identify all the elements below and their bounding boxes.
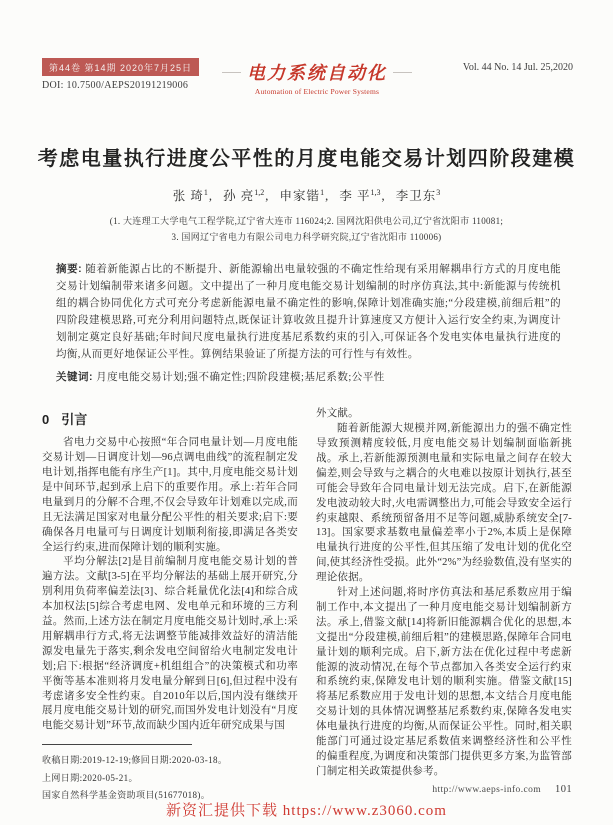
footnote-rule — [42, 744, 192, 745]
page-number: 101 — [555, 784, 572, 795]
author-separator: , — [325, 189, 330, 203]
author-name: 孙 亮 — [223, 189, 255, 203]
section-title: 引言 — [61, 412, 88, 428]
author — [396, 189, 441, 203]
intro-paragraph-4: 针对上述问题,将时序仿真法和基尼系数应用于编制工作中,本文提出了一种月度电能交易计划编制新方法。承上,借鉴文献[14]将新旧能源耦合优化的思想,本文提出“分段建模,前细后粗”的建模思路,保障年合同电量计划的顺利完成。启下,新方法在优化过程中考虑新能源的波动情况,在每个节点都加入各类安全运行约束和系统约束,保障发电计划的顺利实施。借鉴文献[15]将基尼系数应用于发电计划的思想,本文结合月度电能交易计划的具体情况调整基尼系数约束,保障各发电实体电量执行进度的均衡,从而保证公平性。同时,相关职能部门可通过设定基尼系数值来调整经济性和公平性的偏重程度,为调度和决策部门提供更多方案,为监管部门制定相关政策提供参考。 — [316, 587, 572, 777]
download-watermark: 新资汇提供下载 https://www.z3060.com — [166, 803, 447, 819]
logo-rule-left — [222, 72, 241, 73]
author-name: 李卫东 — [395, 189, 437, 203]
abstract-text: 随着新能源占比的不断提升、新能源输出电量较强的不确定性给现有采用解耦串行方式的月度电能交易计划编制带来诸多问题。文中提出了一种月度电能交易计划编制的时序仿真法,其中:新能源与传统机组的耦合协同优化方式可充分考虑新能源电量不确定性的影响,保障计划准确实施;“分段建模,前细后粗”的四阶段建模思路,可充分利用问题特点,既保证计算收敛且提升计算速度又方便计入运行安全约束,为调度计划制定奠定良好基础;年时间尺度电量执行进度基尼系数约束的引入,可保证各个发电实体电量执行进度的均衡,从而更好地保证公平性。算例结果验证了所提方法的可行性与有效性。 — [56, 264, 562, 361]
footnote-received-date: 收稿日期:2019-12-19;修回日期:2020-03-18。 — [42, 755, 228, 766]
author-name: 申家锴 — [279, 189, 321, 203]
journal-name-en: Automation of Electric Power Systems — [254, 87, 380, 96]
intro-paragraph-2: 平均分解法[2]是目前编制月度电能交易计划的普遍方法。文献[3-5]在平均分解法的基础上展开研究,分别利用负荷率偏差法[3]、综合耗量优化法[4]和综合成本加权法[5]综合考虑电网、发电单元和环境的三方利益。然而,上述方法在制定月度电能交易计划时,承上:采用解耦串行方式,将无法调整节能减排效益好的清洁能源发电量先于落实,剩余发电空间留给火电制定发电计划;启下:根据“经济调度+机组组合”的决策模式和功率平衡等基本准则将月发电量分解到日[6],但过程中没有考虑诸多安全性约束。自2010年以后,国内没有继续开展月度电能交易计划的研究,而国外发电计划没有“月度电能交易计划”环节,故而缺少国内近年研究成果与国 — [42, 556, 298, 732]
article-title: 考虑电量执行进度公平性的月度电能交易计划四阶段建模 — [37, 148, 576, 170]
author-line — [0, 186, 613, 204]
intro-paragraph-3: 随着新能源大规模并网,新能源出力的强不确定性导致预测精度较低,月度电能交易计划编制面临新挑战。承上,若新能源预测电量和实际电量之间存在较大偏差,则会导致与之耦合的火电难以按原计划执行,甚至可能会导致年合同电量计划无法完成。启下,在新能源发电波动较大时,火电需调整出力,可能会导致安全运行约束越限、系统预留备用不足等问题,威胁系统安全[7-13]。国家要求基数电量偏差率小于2%,本质上是保障电量执行进度的公平性,但其压缩了发电计划的优化空间,使其经济性受损。此外“2%”为经验数值,没有坚实的理论依据。 — [316, 423, 572, 584]
keywords-text: 月度电能交易计划;强不确定性;四阶段建模;基尼系数;公平性 — [96, 372, 385, 384]
footnote-online-date: 上网日期:2020-05-21。 — [42, 772, 138, 783]
doi-text: DOI: 10.7500/AEPS20191219006 — [42, 80, 189, 91]
logo-row — [222, 59, 412, 85]
author-separator: , — [265, 189, 270, 203]
affiliations — [0, 213, 613, 245]
page-footer — [432, 784, 572, 795]
keywords-label: 关键词: — [56, 371, 93, 384]
author-affil-sup: 1 — [203, 187, 208, 197]
logo-rule-right — [393, 72, 412, 73]
author-affil-sup: 3 — [436, 187, 441, 197]
journal-logo: 电力系统自动化 — [246, 63, 387, 83]
intro-paragraph-1: 省电力交易中心按照“年合同电量计划—月度电能交易计划—日调度计划—96点调电曲线”的流程制定发电计划,指挥电能有序生产[1]。其中,月度电能交易计划是中间环节,起到承上启下的重要作用。承上:若年合同电量到月的分解不合理,不仅会导致年计划难以完成,而且无法满足国家对电量分配公平性的相关要求;启下:要确保各月电量可与日调度计划顺利衔接,即满足各类安全运行约束,进而保障计划的顺利实施。 — [42, 437, 298, 553]
journal-header — [42, 58, 573, 96]
journal-logo-block — [222, 59, 412, 96]
header-left — [42, 58, 222, 91]
section-number: 0 — [42, 412, 50, 428]
author-separator: , — [208, 189, 214, 203]
author — [339, 189, 380, 203]
keywords — [56, 369, 561, 387]
issue-badge: 第44卷 第14期 2020年7月25日 — [42, 58, 199, 76]
author-separator: , — [381, 189, 386, 203]
section-heading-introduction — [42, 409, 298, 428]
author — [280, 189, 325, 203]
author — [173, 189, 208, 203]
author — [223, 189, 264, 203]
left-column — [42, 407, 298, 805]
author-affil-sup: 1 — [320, 187, 325, 197]
volume-info: Vol. 44 No. 14 Jul. 25,2020 — [462, 62, 573, 73]
author-affil-sup: 1,3 — [370, 187, 381, 197]
footnotes — [42, 744, 298, 805]
journal-url: http://www.aeps-info.com — [432, 785, 542, 795]
affiliation-line-2: 3. 国网辽宁省电力有限公司电力科学研究院,辽宁省沈阳市 110006) — [171, 232, 442, 243]
abstract-label: 摘要: — [56, 263, 83, 276]
author-affil-sup: 1,2 — [254, 187, 265, 197]
author-name: 李 平 — [339, 189, 371, 203]
right-column — [316, 407, 572, 805]
intro-paragraph-2-continued: 外文献。 — [316, 408, 359, 420]
body-columns — [42, 407, 572, 805]
footnote-funding: 国家自然科学基金资助项目(51677018)。 — [42, 790, 211, 801]
affiliation-line-1: (1. 大连理工大学电气工程学院,辽宁省大连市 116024;2. 国网沈阳供电公司,辽宁省沈阳市 110081; — [109, 216, 504, 226]
abstract — [56, 261, 561, 363]
author-name: 张 琦 — [172, 189, 204, 203]
